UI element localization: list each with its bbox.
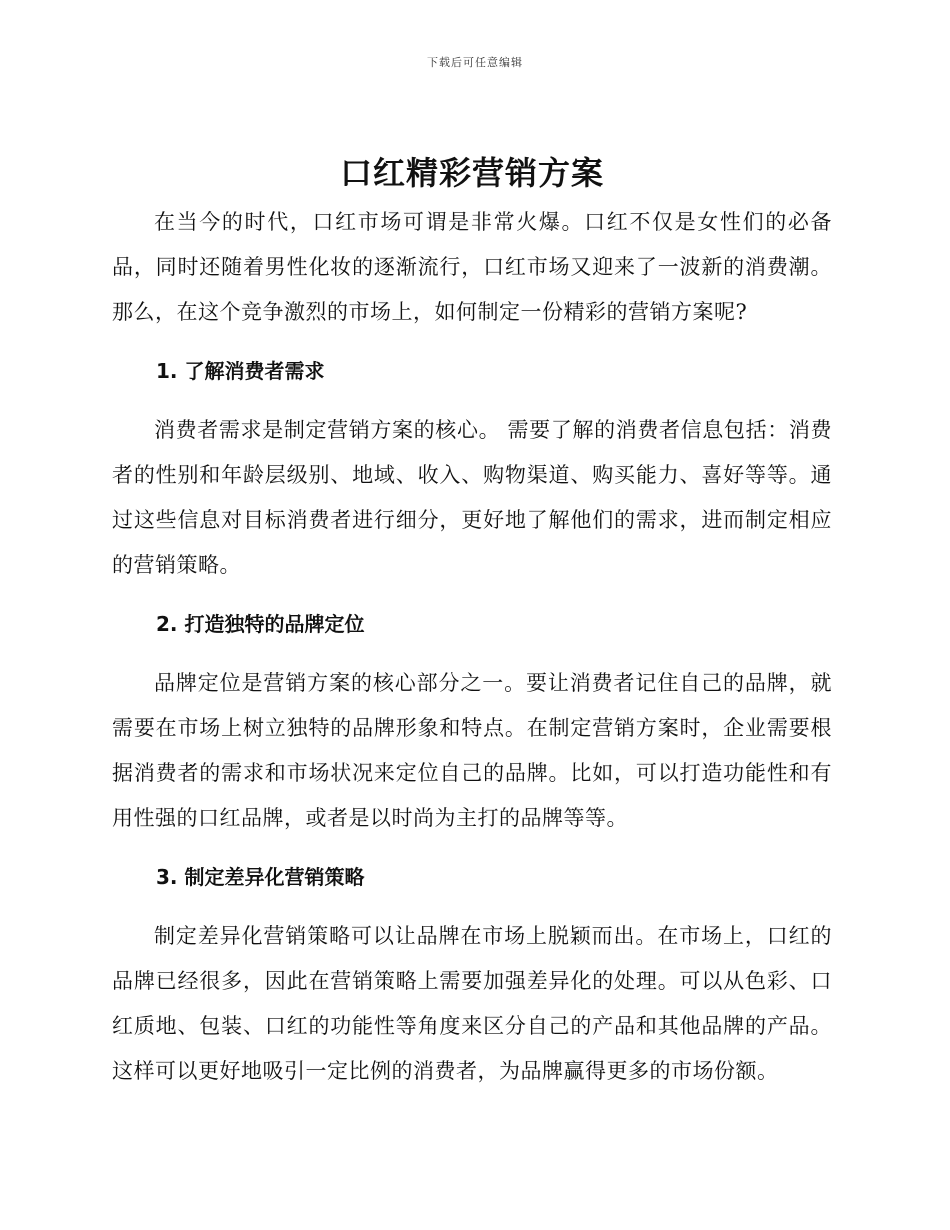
section-heading-3: 3. 制定差异化营销策略 [156, 865, 365, 889]
intro-paragraph: 在当今的时代，口红市场可谓是非常火爆。口红不仅是女性们的必备品，同时还随着男性化妆的逐渐流行，口红市场又迎来了一波新的消费潮。那么，在这个竞争激烈的市场上，如何制定一份精彩的营销方案呢? [112, 210, 832, 324]
section-paragraph-3: 制定差异化营销策略可以让品牌在市场上脱颖而出。在市场上，口红的品牌已经很多，因此在营销策略上需要加强差异化的处理。可以从色彩、口红质地、包装、口红的功能性等角度来区分自己的产品和其他品牌的产品。这样可以更好地吸引一定比例的消费者，为品牌赢得更多的市场份额。 [112, 924, 832, 1083]
section-heading-2: 2. 打造独特的品牌定位 [156, 612, 365, 636]
header-note: 下载后可任意编辑 [427, 56, 523, 69]
document-body [112, 146, 832, 1094]
document-title: 口红精彩营销方案 [339, 154, 604, 192]
section-heading-1: 1. 了解消费者需求 [156, 359, 325, 383]
section-paragraph-2: 品牌定位是营销方案的核心部分之一。要让消费者记住自己的品牌，就需要在市场上树立独特的品牌形象和特点。在制定营销方案时，企业需要根据消费者的需求和市场状况来定位自己的品牌。比如，可以打造功能性和有用性强的口红品牌，或者是以时尚为主打的品牌等等。 [112, 671, 832, 830]
section-paragraph-1: 消费者需求是制定营销方案的核心。 需要了解的消费者信息包括：消费者的性别和年龄层级别、地域、收入、购物渠道、购买能力、喜好等等。通过这些信息对目标消费者进行细分，更好地了解他们的需求，进而制定相应的营销策略。 [112, 418, 832, 577]
